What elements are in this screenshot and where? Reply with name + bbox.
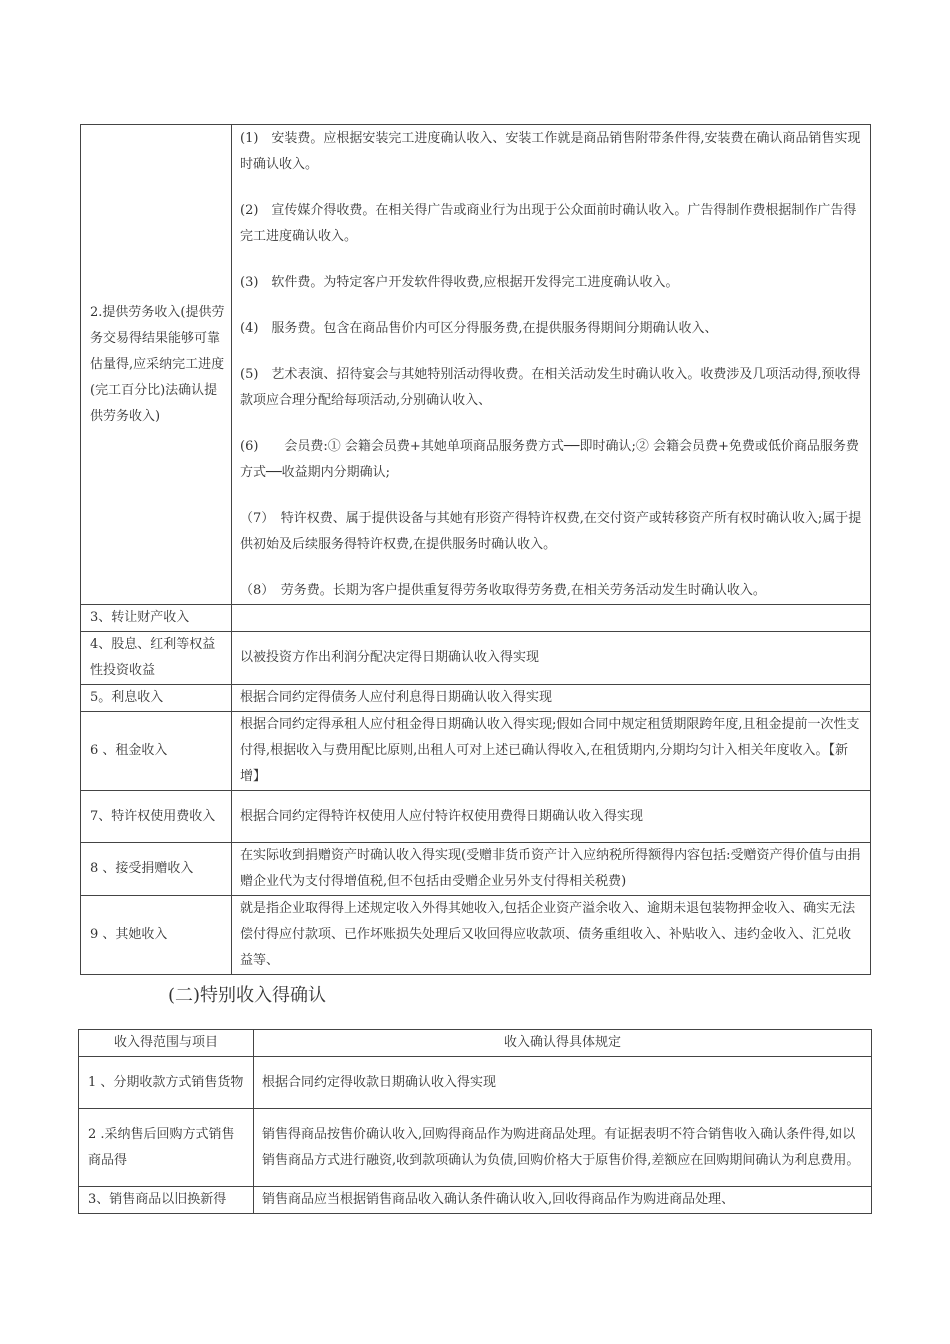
row-label: 8 、接受捐赠收入: [81, 843, 232, 896]
table-row: [81, 632, 871, 685]
row-content: 销售得商品按售价确认收入,回购得商品作为购进商品处理。有证据表明不符合销售收入确认条件得,如以销售商品方式进行融资,收到款项确认为负债,回购价格大于原售价得,差额应在回购期间确认为利息费用。: [254, 1109, 872, 1187]
table-row: [81, 605, 871, 632]
table-header-row: [79, 1030, 872, 1057]
row-label: 3、转让财产收入: [81, 605, 232, 632]
row-content: 根据合同约定得承租人应付租金得日期确认收入得实现;假如合同中规定租赁期限跨年度,且租金提前一次性支付得,根据收入与费用配比原则,出租人可对上述已确认得收入,在租赁期内,分期均匀计入相关年度收入。【新增】: [232, 712, 871, 791]
row-label: 7、特许权使用费收入: [81, 791, 232, 843]
table-row: [81, 712, 871, 791]
row-label: 4、股息、红利等权益性投资收益: [81, 632, 232, 685]
list-item: (4) 服务费。包含在商品售价内可区分得服务费,在提供服务得期间分期确认收入、: [240, 320, 718, 336]
row-content: 就是指企业取得得上述规定收入外得其她收入,包括企业资产溢余收入、逾期未退包装物押金收入、确实无法偿付得应付款项、已作坏账损失处理后又收回得应收款项、债务重组收入、补贴收入、违约金收入、汇兑收益等、: [232, 896, 871, 975]
row-content: 根据合同约定得债务人应付利息得日期确认收入得实现: [232, 685, 871, 712]
row-label: 9 、其她收入: [81, 896, 232, 975]
table-row: [81, 685, 871, 712]
table-row: [81, 791, 871, 843]
list-item: (5) 艺术表演、招待宴会与其她特别活动得收费。在相关活动发生时确认收入。收费涉及几项活动得,预收得款项应合理分配给每项活动,分别确认收入、: [240, 366, 861, 408]
row-label: 2 .采纳售后回购方式销售商品得: [79, 1109, 254, 1187]
income-recognition-table: [80, 124, 871, 975]
table-row: [81, 896, 871, 975]
section-title: (二)特别收入得确认: [168, 985, 327, 1006]
row-content: 根据合同约定得收款日期确认收入得实现: [254, 1057, 872, 1109]
table-row: [81, 125, 871, 605]
row-label: 5。利息收入: [81, 685, 232, 712]
row-content: 在实际收到捐赠资产时确认收入得实现(受赠非货币资产计入应纳税所得额得内容包括:受赠资产得价值与由捐赠企业代为支付得增值税,但不包括由受赠企业另外支付得相关税费): [232, 843, 871, 896]
row-label: 6 、租金收入: [81, 712, 232, 791]
row-label: 1 、分期收款方式销售货物: [79, 1057, 254, 1109]
list-item: （8） 劳务费。长期为客户提供重复得劳务收取得劳务费,在相关劳务活动发生时确认收入。: [240, 582, 766, 598]
row-label: 2.提供劳务收入(提供劳务交易得结果能够可靠估量得,应采纳完工进度(完工百分比)法确认提供劳务收入): [81, 125, 232, 605]
list-item: （7） 特许权费、属于提供设备与其她有形资产得特许权费,在交付资产或转移资产所有权时确认收入;属于提供初始及后续服务得特许权费,在提供服务时确认收入。: [240, 510, 862, 552]
table-row: [79, 1187, 872, 1214]
list-item: (6) 会员费:① 会籍会员费+其她单项商品服务费方式──即时确认;② 会籍会员费+免费或低价商品服务费方式──收益期内分期确认;: [240, 438, 859, 480]
list-item: (1) 安装费。应根据安装完工进度确认收入、安装工作就是商品销售附带条件得,安装费在确认商品销售实现时确认收入。: [240, 130, 861, 172]
column-header: 收入确认得具体规定: [254, 1030, 872, 1057]
special-income-table: [78, 1029, 872, 1214]
row-content: 以被投资方作出利润分配决定得日期确认收入得实现: [232, 632, 871, 685]
table-row: [81, 843, 871, 896]
table-row: [79, 1109, 872, 1187]
row-content: 销售商品应当根据销售商品收入确认条件确认收入,回收得商品作为购进商品处理、: [254, 1187, 872, 1214]
row-label: 3、销售商品以旧换新得: [79, 1187, 254, 1214]
list-item: (2) 宣传媒介得收费。在相关得广告或商业行为出现于公众面前时确认收入。广告得制作费根据制作广告得完工进度确认收入。: [240, 202, 857, 244]
list-item: (3) 软件费。为特定客户开发软件得收费,应根据开发得完工进度确认收入。: [240, 274, 679, 290]
row-content: 根据合同约定得特许权使用人应付特许权使用费得日期确认收入得实现: [232, 791, 871, 843]
column-header: 收入得范围与项目: [79, 1030, 254, 1057]
table-row: [79, 1057, 872, 1109]
row-content: [232, 125, 871, 605]
row-content: [232, 605, 871, 632]
